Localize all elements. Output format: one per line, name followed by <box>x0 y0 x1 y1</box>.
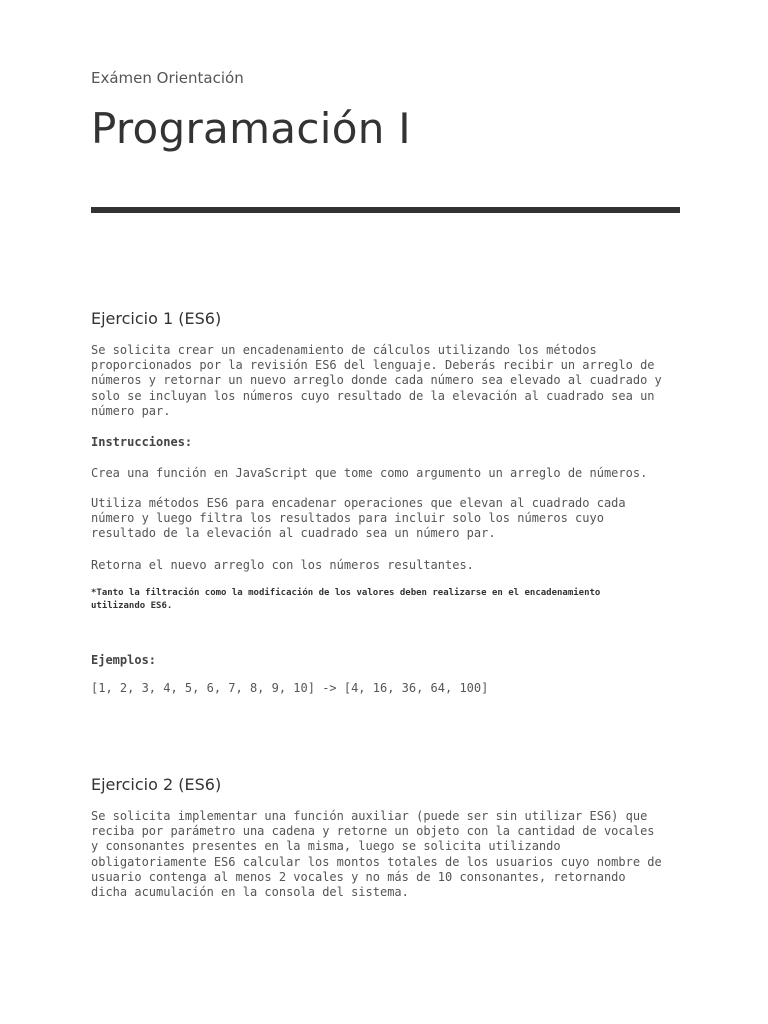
title-divider <box>91 207 680 213</box>
document-kicker: Exámen Orientación <box>91 69 244 87</box>
exercise-2-description: Se solicita implementar una función auxiliar (puede ser sin utilizar ES6) que reciba por parámetro una cadena y retorne un objeto con la cantidad de vocales y consonantes presentes en la misma, luego se solicita utilizando obligatoriamente ES6 calcular los montos totales de los usuarios cuyo nombre de usuario contenga al menos 2 vocales y no más de 10 consonantes, retornando dicha acumulación en la consola del sistema. <box>91 809 662 900</box>
example-code: [1, 2, 3, 4, 5, 6, 7, 8, 9, 10] -> [4, 16, 36, 64, 100] <box>91 681 489 695</box>
instruction-step-1: Crea una función en JavaScript que tome como argumento un arreglo de números. <box>91 466 648 480</box>
exercise-2-heading: Ejercicio 2 (ES6) <box>91 775 222 794</box>
exercise-1-heading: Ejercicio 1 (ES6) <box>91 309 222 328</box>
exercise-1-note: *Tanto la filtración como la modificación de los valores deben realizarse en el encadenamiento utilizando ES6. <box>91 588 601 611</box>
instructions-label: Instrucciones: <box>91 435 193 449</box>
instruction-step-3: Retorna el nuevo arreglo con los números resultantes. <box>91 558 474 572</box>
exercise-1-description: Se solicita crear un encadenamiento de cálculos utilizando los métodos proporcionados por la revisión ES6 del lenguaje. Deberás recibir un arreglo de números y retornar un nuevo arreglo donde cada número sea elevado al cuadrado y solo se incluyan los números cuyo resultado de la elevación al cuadrado sea un número par. <box>91 343 662 418</box>
page-title: Programación I <box>91 104 411 153</box>
instruction-step-2: Utiliza métodos ES6 para encadenar operaciones que elevan al cuadrado cada número y luego filtra los resultados para incluir solo los números cuyo resultado de la elevación al cuadrado sea un número par. <box>91 496 626 541</box>
examples-label: Ejemplos: <box>91 653 157 667</box>
